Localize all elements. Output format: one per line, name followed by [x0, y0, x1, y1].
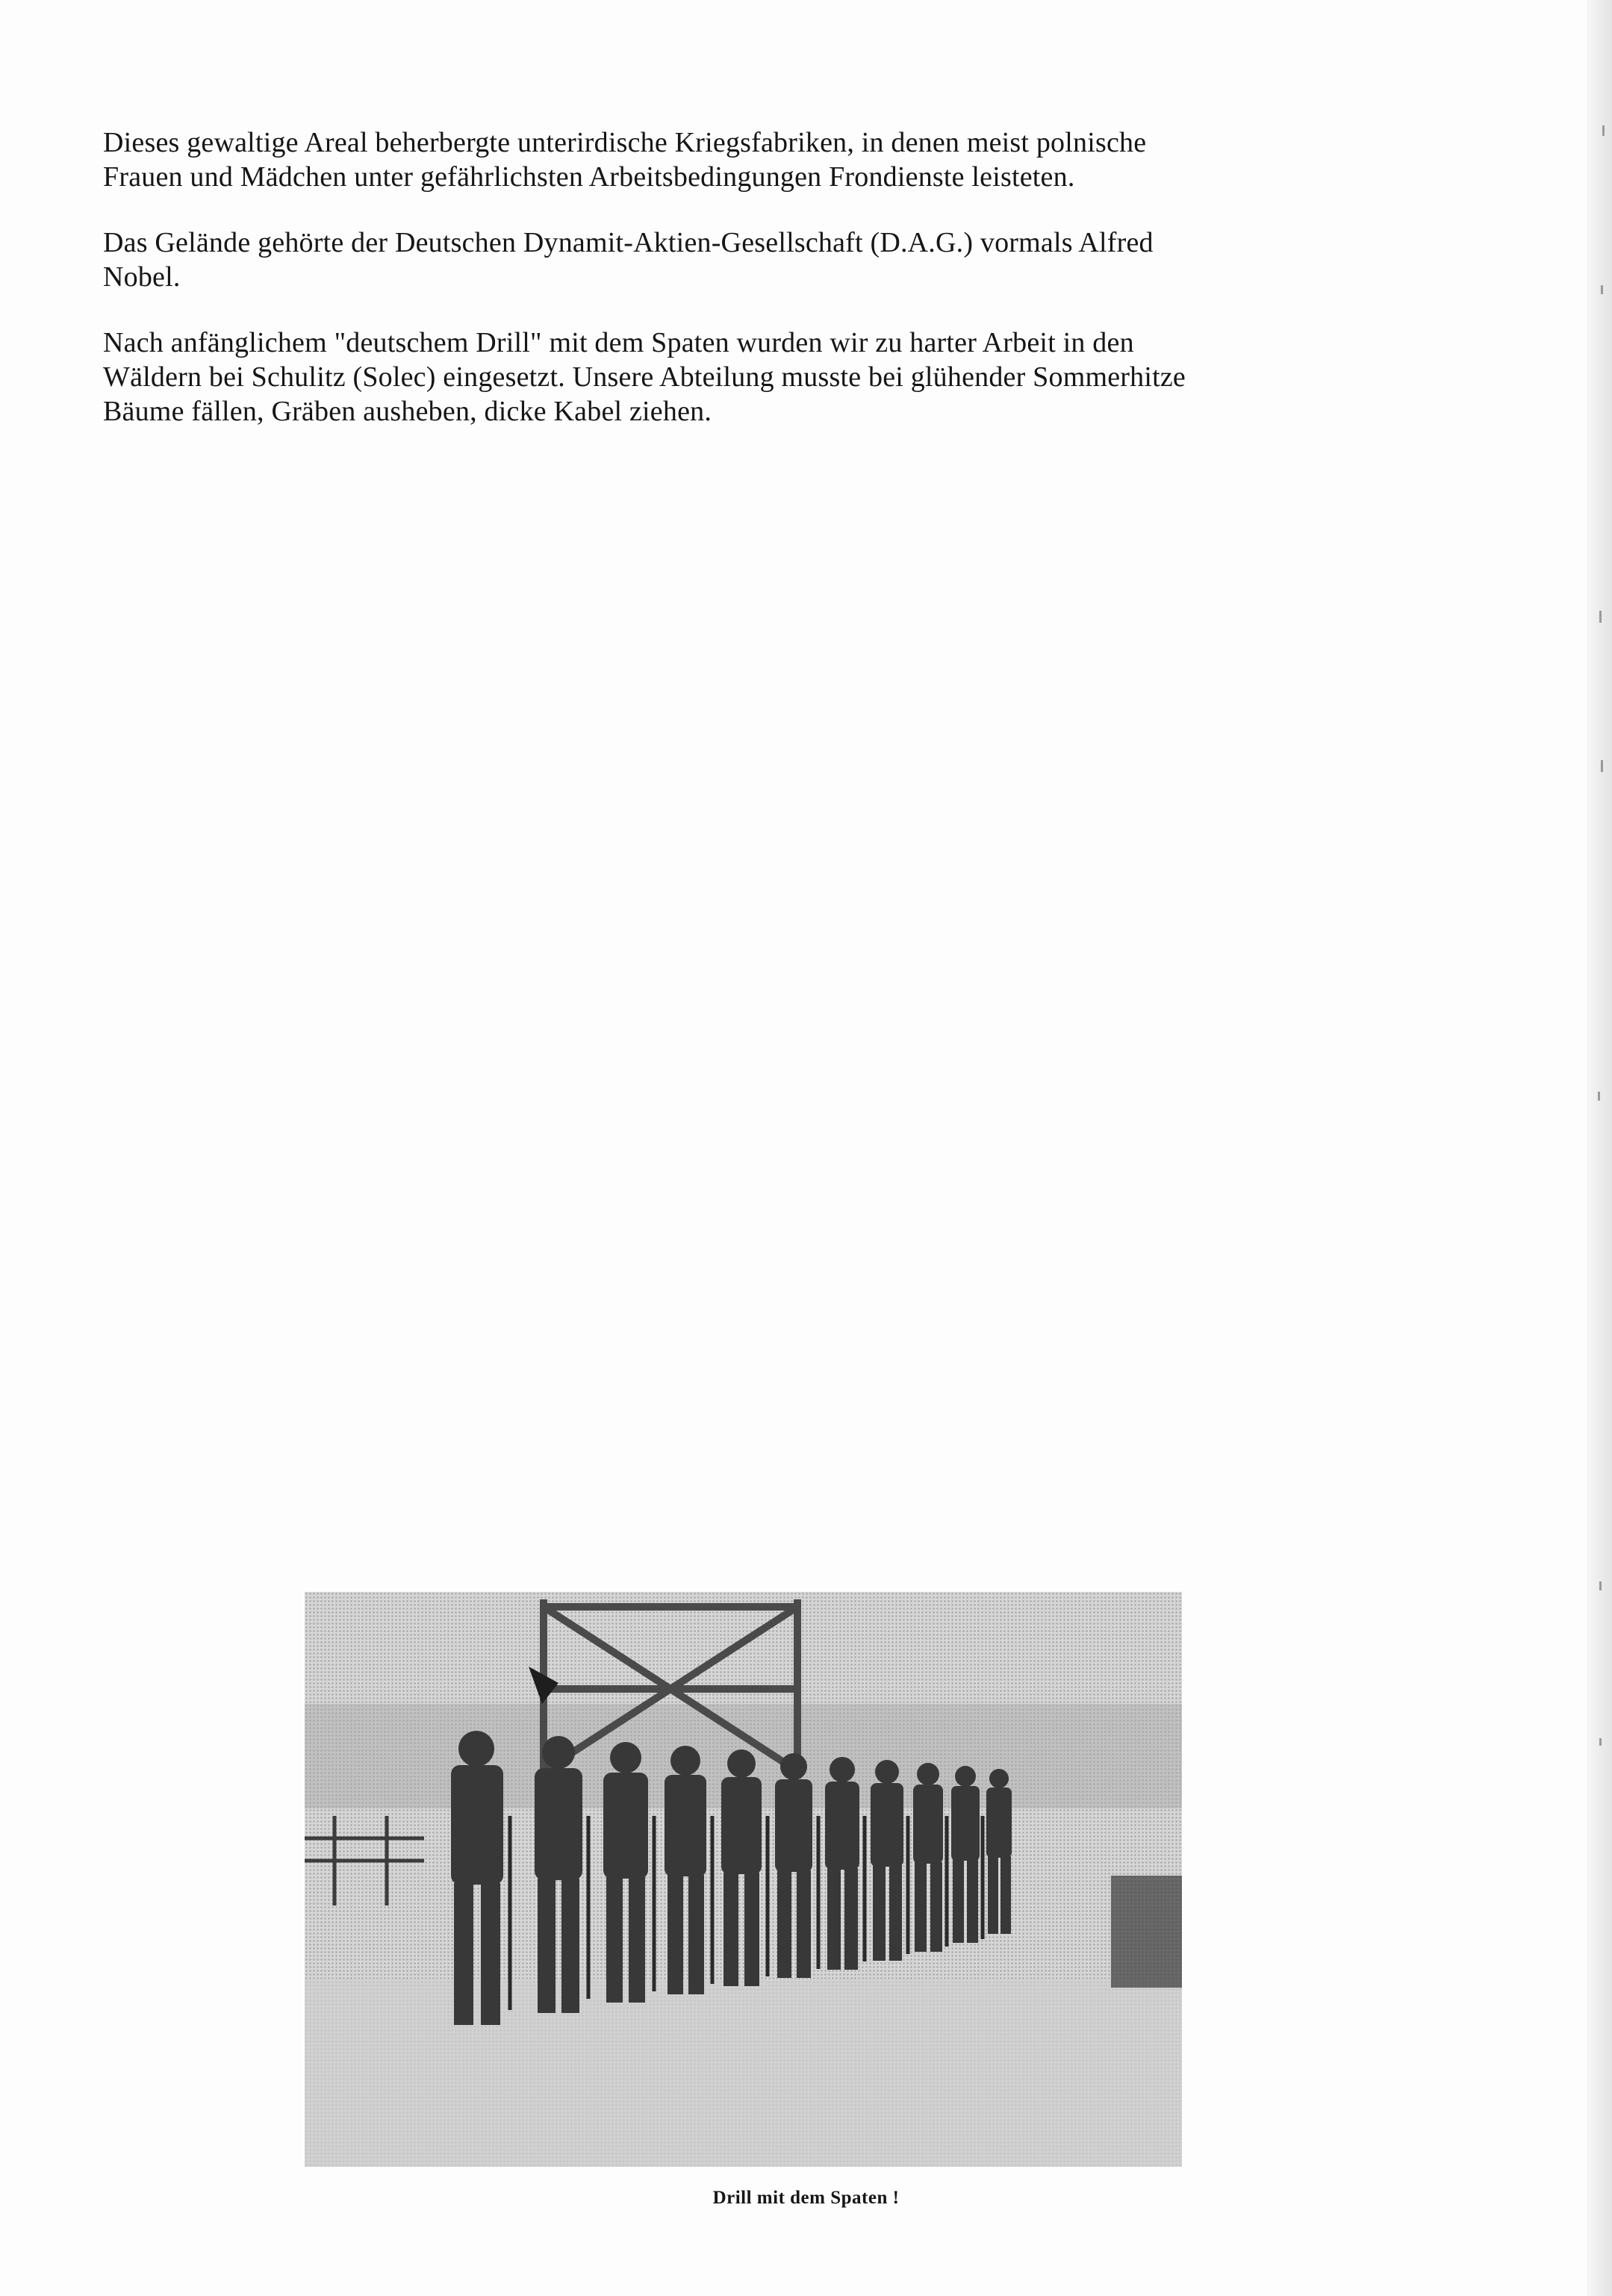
ground: [305, 1980, 1182, 2167]
edge-mark: [1599, 1581, 1602, 1590]
text-line: Nach anfänglichem "deutschem Drill" mit dem Spaten wurden wir zu harter Arbeit in den: [103, 327, 1134, 358]
edge-mark: [1599, 611, 1602, 623]
text-line: Wäldern bei Schulitz (Solec) eingesetzt. Unsere Abteilung musste bei glühender Sommerhitze: [103, 361, 1186, 393]
text-line: Frauen und Mädchen unter gefährlichsten Arbeitsbedingungen Frondienste leisteten.: [103, 161, 1075, 193]
edge-mark: [1602, 125, 1605, 136]
edge-mark: [1598, 1092, 1600, 1101]
body-text: [103, 125, 1447, 460]
text-line: Bäume fällen, Gräben ausheben, dicke Kabel ziehen.: [103, 396, 712, 427]
paragraph: [103, 125, 1447, 194]
paragraph: [103, 326, 1447, 429]
page-edge-shadow: [1587, 0, 1612, 2296]
bush: [1111, 1876, 1182, 1988]
edge-mark: [1601, 760, 1603, 772]
text-line: Nobel.: [103, 261, 181, 293]
drill-photo: [305, 1592, 1182, 2167]
edge-mark: [1599, 1738, 1602, 1746]
photo-scene: [305, 1592, 1182, 2167]
paragraph: [103, 225, 1447, 294]
edge-mark: [1601, 285, 1603, 294]
text-line: Dieses gewaltige Areal beherbergte unterirdische Kriegsfabriken, in denen meist polnische: [103, 127, 1147, 158]
photo-caption: Drill mit dem Spaten !: [712, 2188, 900, 2208]
text-line: Das Gelände gehörte der Deutschen Dynamit-Aktien-Gesellschaft (D.A.G.) vormals Alfred: [103, 227, 1154, 258]
